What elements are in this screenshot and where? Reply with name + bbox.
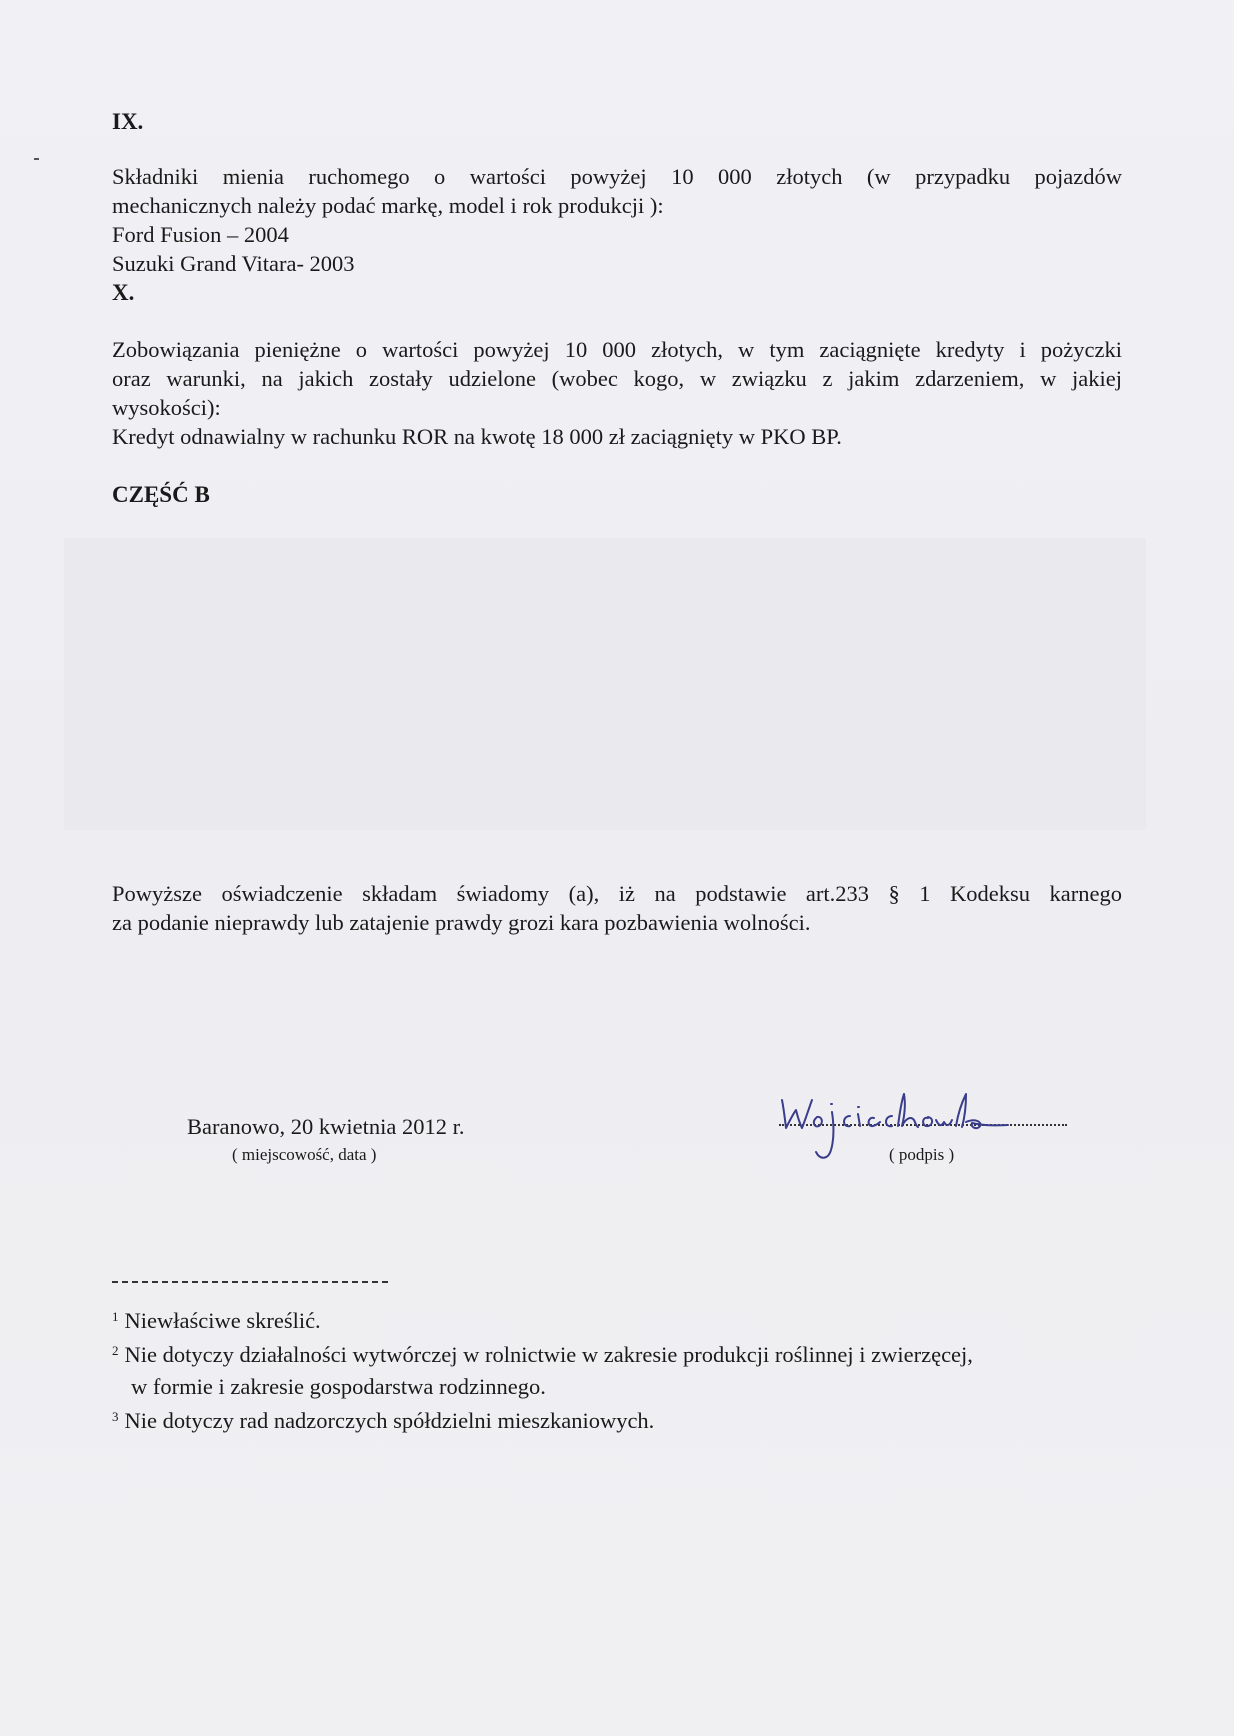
signature-caption: ( podpis ) — [889, 1145, 955, 1164]
footnote-1-text: Niewłaściwe skreślić. — [124, 1308, 321, 1333]
section-ix-heading: IX. — [112, 109, 144, 134]
footnote-1 — [112, 1306, 321, 1336]
footnote-2 — [112, 1340, 973, 1370]
footnote-3 — [112, 1406, 654, 1436]
place-date-caption: ( miejscowość, data ) — [232, 1145, 377, 1164]
footnote-2-number: 2 — [112, 1343, 119, 1358]
vehicle-item-2: Suzuki Grand Vitara- 2003 — [112, 251, 355, 276]
section-x-heading: X. — [112, 280, 135, 305]
section-ix-line-1: Składniki mienia ruchomego o wartości powyżej 10 000 złotych (w przypadku pojazdów — [112, 164, 1122, 189]
footnote-3-number: 3 — [112, 1409, 119, 1424]
scan-speck — [34, 158, 39, 160]
section-x-line-1: Zobowiązania pieniężne o wartości powyżej 10 000 złotych, w tym zaciągnięte kredyty i pożyczki — [112, 337, 1122, 362]
section-x-line-2: oraz warunki, na jakich zostały udzielone (wobec kogo, w związku z jakim zdarzeniem, w jakiej — [112, 366, 1122, 391]
section-x-answer: Kredyt odnawialny w rachunku ROR na kwotę 18 000 zł zaciągnięty w PKO BP. — [112, 424, 842, 449]
footnote-2-text: Nie dotyczy działalności wytwórczej w rolnictwie w zakresie produkcji roślinnej i zwierzęcej, — [124, 1342, 973, 1367]
declaration-line-2: za podanie nieprawdy lub zatajenie prawdy grozi kara pozbawienia wolności. — [112, 910, 811, 935]
footnote-3-text: Nie dotyczy rad nadzorczych spółdzielni mieszkaniowych. — [124, 1408, 655, 1433]
section-ix-line-2: mechanicznych należy podać markę, model i rok produkcji ): — [112, 193, 664, 218]
footnote-separator — [112, 1281, 388, 1283]
redacted-area — [64, 538, 1146, 830]
declaration-line-1: Powyższe oświadczenie składam świadomy (a), iż na podstawie art.233 § 1 Kodeksu karnego — [112, 881, 1122, 906]
place-date: Baranowo, 20 kwietnia 2012 r. — [187, 1114, 465, 1139]
footnote-1-number: 1 — [112, 1309, 119, 1324]
section-x-line-3: wysokości): — [112, 395, 221, 420]
vehicle-item-1: Ford Fusion – 2004 — [112, 222, 289, 247]
part-b-heading: CZĘŚĆ B — [112, 482, 210, 507]
footnote-2-continuation: w formie i zakresie gospodarstwa rodzinnego. — [131, 1374, 546, 1399]
